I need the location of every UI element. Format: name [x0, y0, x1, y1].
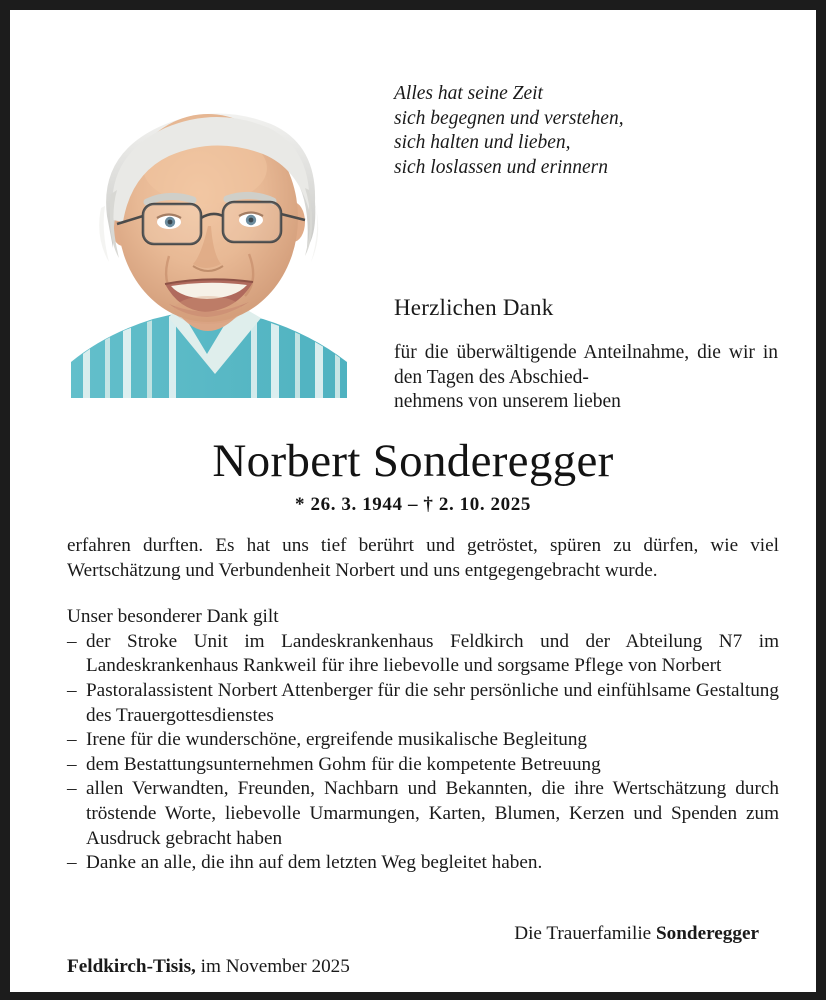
- thanks-heading: Herzlichen Dank: [394, 295, 554, 320]
- portrait-photo-image: [65, 98, 359, 398]
- list-intro: Unser besonderer Dank gilt: [67, 606, 279, 628]
- list-item-text: Pastoralassistent Norbert Attenberger für die sehr persönliche und einfühlsame Gestaltung des Trauergottesdienstes: [86, 679, 779, 726]
- list-dash: –: [67, 729, 77, 751]
- notice-inner-panel: [10, 10, 816, 992]
- list-item: [67, 630, 779, 679]
- list-item: [67, 777, 779, 851]
- list-item: [67, 679, 779, 728]
- list-item: [67, 851, 779, 876]
- deceased-name: Norbert Sonderegger: [212, 435, 614, 487]
- spacer: [67, 583, 779, 605]
- poem-line-3: sich halten und lieben,: [394, 132, 571, 153]
- list-dash: –: [67, 630, 77, 652]
- poem-line-2: sich begegnen und verstehen,: [394, 107, 624, 129]
- deceased-dates: * 26. 3. 1944 – † 2. 10. 2025: [295, 494, 531, 515]
- poem-line-4: sich loslassen und erinnern: [394, 156, 608, 178]
- list-item-text: dem Bestattungsunternehmen Gohm für die kompetente Betreuung: [86, 753, 601, 775]
- list-item-text: der Stroke Unit im Landeskrankenhaus Feldkirch und der Abteilung N7 im Landeskrankenhaus Rankweil für ihre liebevolle und sorgsame Pflege von Norbert: [86, 630, 779, 677]
- thanks-intro: [394, 341, 778, 415]
- list-dash: –: [67, 852, 77, 874]
- notice-date: im November 2025: [195, 956, 350, 977]
- list-item: [67, 728, 779, 753]
- body-text-column: [67, 534, 779, 876]
- list-item-text: Danke an alle, die ihn auf dem letzten Weg begleitet haben.: [86, 852, 543, 874]
- list-dash: –: [67, 679, 77, 701]
- portrait-photo: [65, 98, 359, 398]
- poem-line-1: Alles hat seine Zeit: [394, 83, 543, 104]
- mourning-family-line: [67, 922, 759, 947]
- thanks-list: [67, 630, 779, 876]
- list-item-text: Irene für die wunderschöne, ergreifende musikalische Begleitung: [86, 729, 588, 751]
- gratitude-paragraph: erfahren durften. Es hat uns tief berührt und getröstet, spüren zu dürfen, wie viel Wertschätzung und Verbundenheit Norbert und uns entgegengebracht wurde.: [67, 535, 779, 581]
- list-item-text: allen Verwandten, Freunden, Nachbarn und Bekannten, die ihre Wertschätzung durch tröstende Worte, liebevolle Umarmungen, Karten, Blumen, Kerzen und Spenden zum Ausdruck gebracht haben: [86, 778, 779, 849]
- family-prefix: Die Trauerfamilie: [514, 923, 656, 944]
- list-dash: –: [67, 753, 77, 775]
- thanks-intro-line-2: nehmens von unserem lieben: [394, 391, 621, 412]
- family-surname: Sonderegger: [655, 923, 759, 944]
- thanks-intro-line-1: für die überwältigende Anteilnahme, die wir in den Tagen des Abschied-: [394, 342, 778, 388]
- list-dash: –: [67, 778, 77, 800]
- place-and-date-line: [67, 955, 350, 980]
- memorial-poem: [394, 82, 784, 180]
- list-item: [67, 753, 779, 778]
- place-name: Feldkirch-Tisis,: [67, 956, 196, 977]
